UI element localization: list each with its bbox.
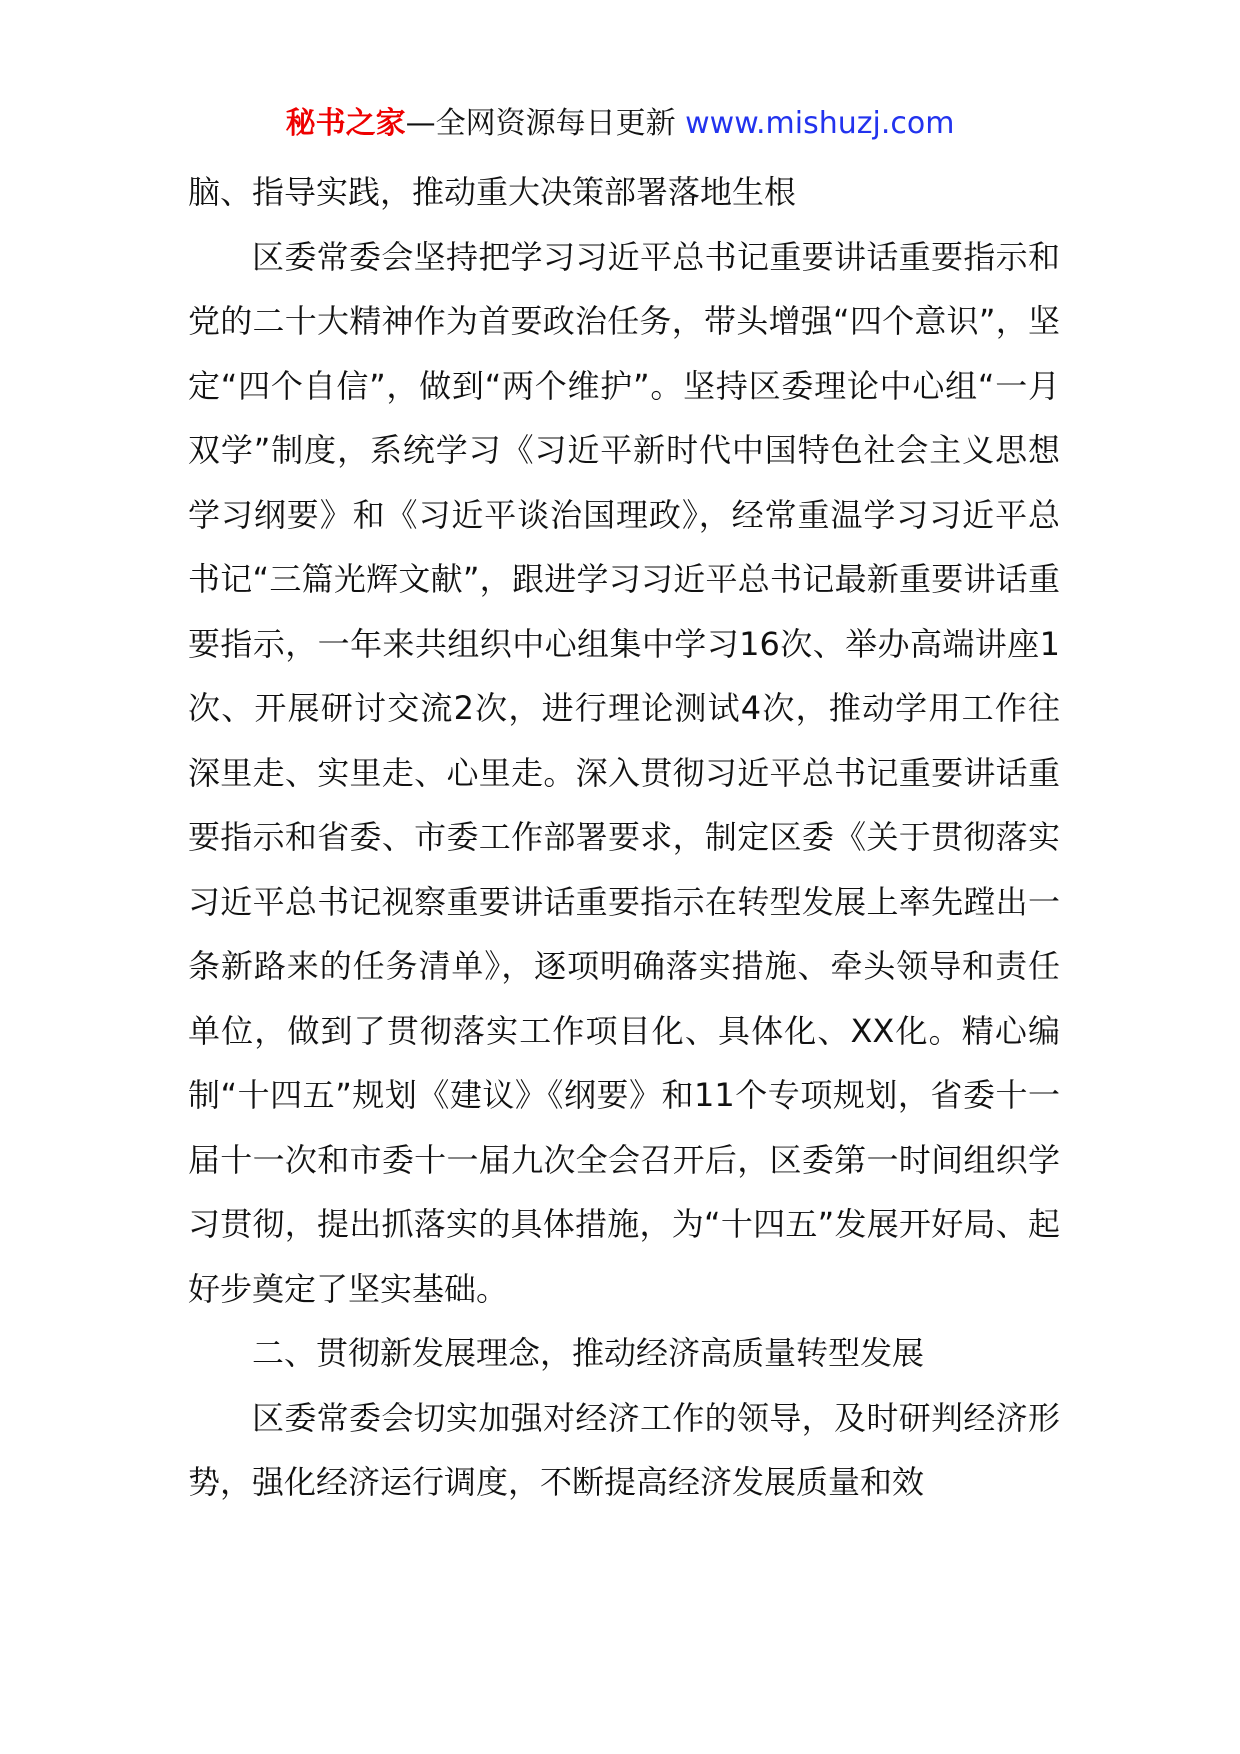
page-header [0, 100, 1240, 148]
site-tagline: —全网资源每日更新 [405, 106, 686, 141]
paragraph-study: 区委常委会坚持把学习习近平总书记重要讲话重要指示和党的二十大精神作为首要政治任务，带头增强“四个意识”，坚定“四个自信”，做到“两个维护”。坚持区委理论中心组“一月双学”制度，系统学习《习近平新时代中国特色社会主义思想学习纲要》和《习近平谈治国理政》，经常重温学习习近平总书记“三篇光辉文献”，跟进学习习近平总书记最新重要讲话重要指示，一年来共组织中心组集中学习16次、举办高端讲座1次、开展研讨交流2次，进行理论测试4次，推动学用工作往深里走、实里走、心里走。深入贯彻习近平总书记重要讲话重要指示和省委、市委工作部署要求，制定区委《关于贯彻落实习近平总书记视察重要讲话重要指示在转型发展上率先蹚出一条新路来的任务清单》，逐项明确落实措施、牵头领导和责任单位，做到了贯彻落实工作项目化、具体化、XX化。精心编制“十四五”规划《建议》《纲要》和11个专项规划，省委十一届十一次和市委十一届九次全会召开后，区委第一时间组织学习贯彻，提出抓落实的具体措施，为“十四五”发展开好局、起好步奠定了坚实基础。 [188, 237, 1060, 1308]
site-url-link[interactable]: www.mishuzj.com [685, 106, 955, 141]
paragraph-economy: 区委常委会切实加强对经济工作的领导，及时研判经济形势，强化经济运行调度，不断提高经济发展质量和效 [188, 1398, 1060, 1501]
section-heading: 二、贯彻新发展理念，推动经济高质量转型发展 [252, 1334, 925, 1372]
document-body [188, 160, 1060, 1515]
site-brand: 秘书之家 [285, 106, 406, 141]
continuation-line: 脑、指导实践，推动重大决策部署落地生根 [188, 173, 797, 211]
